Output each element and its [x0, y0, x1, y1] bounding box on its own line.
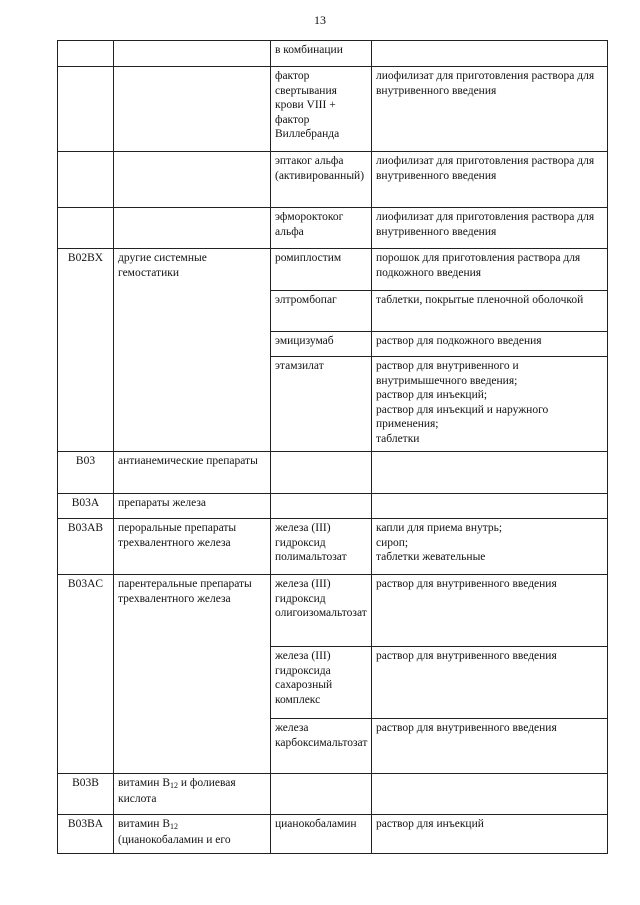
dosage-form-cell — [372, 452, 608, 494]
group-cell — [114, 152, 271, 208]
table-row — [58, 67, 608, 152]
dosage-form-line: раствор для инъекций и наружного применения; — [376, 403, 549, 430]
group-cell: антианемические препараты — [114, 452, 271, 494]
dosage-form-cell: раствор для подкожного введения — [372, 332, 608, 357]
group-text-tail: и фолиевая кислота — [118, 777, 236, 805]
dosage-form-cell — [372, 774, 608, 815]
table-row — [58, 494, 608, 519]
group-cell: пероральные препараты трехвалентного железа — [114, 519, 271, 575]
table-row — [58, 452, 608, 494]
group-cell: препараты железа — [114, 494, 271, 519]
table-row — [58, 774, 608, 815]
dosage-form-line: раствор для инъекций; — [376, 389, 488, 401]
table-row — [58, 249, 608, 291]
table-row — [58, 519, 608, 575]
group-cell — [114, 67, 271, 152]
inn-cell: этамзилат — [271, 357, 372, 452]
inn-cell: ромиплостим — [271, 249, 372, 291]
group-cell: парентеральные препараты трехвалентного железа — [114, 575, 271, 774]
group-text-tail: (цианокобаламин и его — [118, 833, 231, 846]
dosage-form-cell — [372, 41, 608, 67]
inn-cell: железа (III) гидроксид олигоизомальтозат — [271, 575, 372, 647]
dosage-form-cell: раствор для внутривенного введения — [372, 575, 608, 647]
inn-cell: эптаког альфа (активированный) — [271, 152, 372, 208]
inn-cell: фактор свертывания крови VIII + фактор Виллебранда — [271, 67, 372, 152]
dosage-form-line: сироп; — [376, 536, 409, 549]
drug-table — [57, 40, 608, 854]
dosage-form-line: капли для приема внутрь; — [376, 522, 503, 534]
inn-cell — [271, 494, 372, 519]
dosage-form-cell: лиофилизат для приготовления раствора для внутривенного введения — [372, 208, 608, 249]
inn-cell: железа (III) гидроксид полимальтозат — [271, 519, 372, 575]
inn-cell: в комбинации — [271, 41, 372, 67]
inn-cell: эмицизумаб — [271, 332, 372, 357]
dosage-form-line: раствор для внутривенного и внутримышечного введения; — [376, 360, 519, 387]
dosage-form-cell: лиофилизат для приготовления раствора для внутривенного введения — [372, 152, 608, 208]
dosage-form-cell: раствор для внутривенного введения — [372, 647, 608, 719]
atc-code-cell: B03AC — [58, 575, 114, 774]
inn-cell: эфмороктоког альфа — [271, 208, 372, 249]
group-cell — [114, 815, 271, 854]
table-row — [58, 815, 608, 854]
atc-code-cell: B03B — [58, 774, 114, 815]
inn-cell: цианокобаламин — [271, 815, 372, 854]
group-text: витамин B — [118, 818, 170, 830]
group-cell — [114, 208, 271, 249]
atc-code-cell: B03BA — [58, 815, 114, 854]
page-number: 13 — [314, 13, 326, 27]
atc-code-cell — [58, 208, 114, 249]
inn-cell: элтромбопаг — [271, 291, 372, 332]
atc-code-cell — [58, 41, 114, 67]
dosage-form-line: таблетки — [376, 432, 420, 445]
table-row — [58, 575, 608, 647]
atc-code-cell: B03A — [58, 494, 114, 519]
inn-cell: железа (III) гидроксида сахарозный комплекс — [271, 647, 372, 719]
dosage-form-cell: лиофилизат для приготовления раствора для внутривенного введения — [372, 67, 608, 152]
inn-cell — [271, 774, 372, 815]
group-cell: другие системные гемостатики — [114, 249, 271, 452]
table-row — [58, 152, 608, 208]
dosage-form-cell — [372, 519, 608, 575]
atc-code-cell: B03 — [58, 452, 114, 494]
dosage-form-cell: таблетки, покрытые пленочной оболочкой — [372, 291, 608, 332]
subscript: 12 — [170, 781, 178, 790]
atc-code-cell: B02BX — [58, 249, 114, 452]
inn-cell: железа карбоксимальтозат — [271, 719, 372, 774]
group-cell — [114, 41, 271, 67]
dosage-form-cell: раствор для инъекций — [372, 815, 608, 854]
dosage-form-line: таблетки жевательные — [376, 551, 486, 563]
dosage-form-cell — [372, 357, 608, 452]
atc-code-cell — [58, 67, 114, 152]
atc-code-cell: B03AB — [58, 519, 114, 575]
atc-code-cell — [58, 152, 114, 208]
dosage-form-cell: раствор для внутривенного введения — [372, 719, 608, 774]
table-row — [58, 208, 608, 249]
subscript: 12 — [170, 822, 178, 831]
group-cell — [114, 774, 271, 815]
dosage-form-cell — [372, 494, 608, 519]
group-text: витамин B — [118, 777, 170, 789]
dosage-form-cell: порошок для приготовления раствора для подкожного введения — [372, 249, 608, 291]
inn-cell — [271, 452, 372, 494]
table-row — [58, 41, 608, 67]
